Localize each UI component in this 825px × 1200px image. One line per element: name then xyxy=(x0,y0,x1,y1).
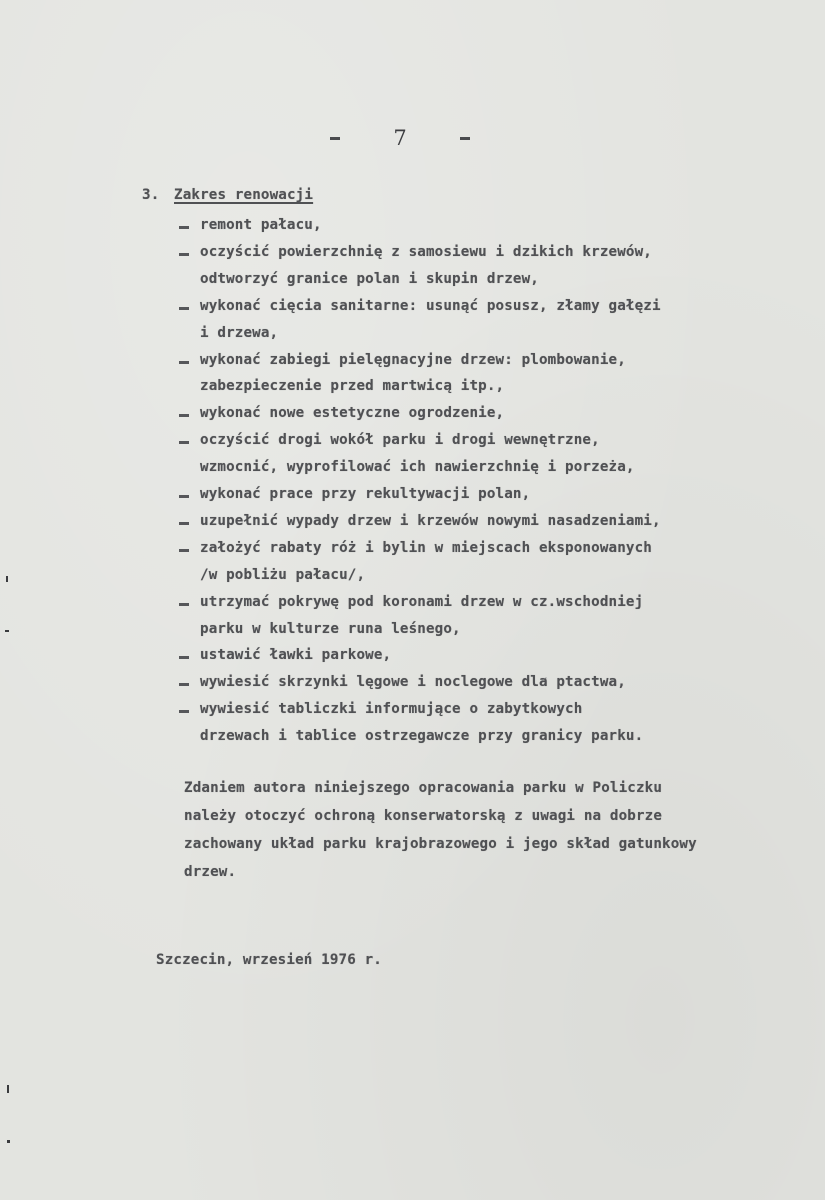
margin-mark xyxy=(6,576,8,582)
list-bullet-dash xyxy=(179,361,189,364)
list-bullet-dash xyxy=(179,495,189,498)
list-item: wywiesić tabliczki informujące o zabytkowych xyxy=(200,701,583,718)
list-item-continuation: zabezpieczenie przed martwicą itp., xyxy=(200,378,505,395)
conclusion-line-3: zachowany układ parku krajobrazowego i jego skład gatunkowy xyxy=(184,836,697,852)
list-item: wykonać zabiegi pielęgnacyjne drzew: plombowanie, xyxy=(200,351,626,368)
list-item-continuation: drzewach i tablice ostrzegawcze przy granicy parku. xyxy=(200,728,644,745)
conclusion-line-4: drzew. xyxy=(184,864,237,880)
list-item: ustawić ławki parkowe, xyxy=(200,647,392,664)
list-item-continuation: odtworzyć granice polan i skupin drzew, xyxy=(200,270,539,287)
list-item: wywiesić skrzynki lęgowe i noclegowe dla ptactwa, xyxy=(200,674,626,691)
list-bullet-dash xyxy=(179,226,189,229)
conclusion-line-1: Zdaniem autora niniejszego opracowania parku w Policzku xyxy=(184,780,663,796)
section-heading: Zakres renowacji xyxy=(174,187,314,203)
list-item: założyć rabaty róż i bylin w miejscach eksponowanych xyxy=(200,539,652,556)
list-bullet-dash xyxy=(179,522,189,525)
page-number-digit: 7 xyxy=(393,126,407,150)
list-bullet-dash xyxy=(179,253,189,256)
list-item: wykonać cięcia sanitarne: usunąć posusz, złamy gałęzi xyxy=(200,297,661,314)
list-bullet-dash xyxy=(179,656,189,659)
list-bullet-dash xyxy=(179,549,189,552)
list-item: uzupełnić wypady drzew i krzewów nowymi nasadzeniami, xyxy=(200,512,661,529)
list-bullet-dash xyxy=(179,414,189,417)
list-item: oczyścić powierzchnię z samosiewu i dzikich krzewów, xyxy=(200,243,652,260)
list-item: remont pałacu, xyxy=(200,217,322,233)
margin-mark xyxy=(7,1085,9,1093)
list-item: wykonać nowe estetyczne ogrodzenie, xyxy=(200,405,505,422)
list-item-continuation: i drzewa, xyxy=(200,324,279,341)
margin-mark xyxy=(5,630,9,632)
page-number-left-dash xyxy=(330,137,340,140)
page-number xyxy=(330,126,470,150)
list-item: utrzymać pokrywę pod koronami drzew w cz.wschodniej xyxy=(200,593,644,610)
section-number: 3. xyxy=(142,187,160,203)
place-and-date: Szczecin, wrzesień 1976 r. xyxy=(156,952,382,968)
list-item-continuation: parku w kulturze runa leśnego, xyxy=(200,620,461,637)
list-item-continuation: wzmocnić, wyprofilować ich nawierzchnię i porzeża, xyxy=(200,459,635,476)
list-bullet-dash xyxy=(179,441,189,444)
list-item-continuation: /w pobliżu pałacu/, xyxy=(200,566,366,583)
list-bullet-dash xyxy=(179,307,189,310)
list-bullet-dash xyxy=(179,603,189,606)
margin-mark xyxy=(7,1140,10,1143)
list-item: wykonać prace przy rekultywacji polan, xyxy=(200,486,531,502)
conclusion-line-2: należy otoczyć ochroną konserwatorską z uwagi na dobrze xyxy=(184,808,663,824)
page-number-right-dash xyxy=(460,137,470,140)
list-bullet-dash xyxy=(179,683,189,686)
list-bullet-dash xyxy=(179,710,189,713)
list-item: oczyścić drogi wokół parku i drogi wewnętrzne, xyxy=(200,432,600,449)
